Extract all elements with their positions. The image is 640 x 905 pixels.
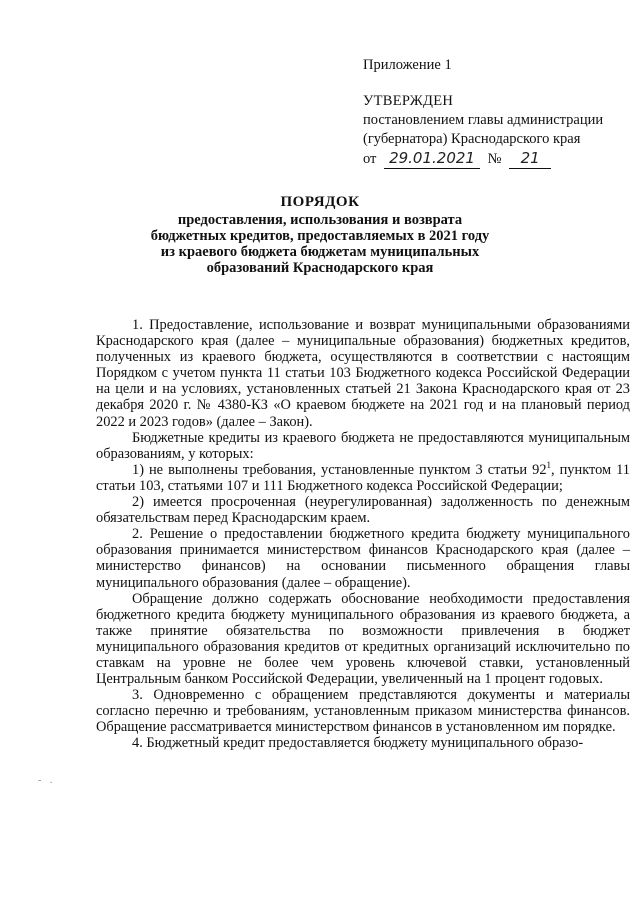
document-body: [96, 317, 630, 752]
paragraph-4: 2) имеется просроченная (неурегулированная) задолженность по денежным обязательствам перед Краснодарским краем.: [96, 494, 630, 527]
title-line-2: бюджетных кредитов, предоставляемых в 2021 году: [150, 228, 490, 244]
paragraph-1: 1. Предоставление, использование и возврат муниципальными образованиями Краснодарского края (далее – муниципальные образования) бюджетных кредитов, полученных из краевого бюджета, осуществляются в соответствии с настоящим Порядком с учетом пункта 11 статьи 103 Бюджетного кодекса Российской Федерации на цели и на условиях, установленных статьей 21 Закона Краснодарского края от 23 декабря 2020 г. № 4380-КЗ «О краевом бюджете на 2021 год и на плановый период 2022 и 2023 годов» (далее – Закон).: [96, 317, 630, 430]
paragraph-3-part-b: , пунктом 11 статьи 103, статьями 107 и 111 Бюджетного кодекса Российской Федерации;: [96, 461, 630, 494]
approval-line-2: (губернатора) Краснодарского края: [363, 131, 581, 147]
title-line-3: из краевого бюджета бюджетам муниципальных: [160, 244, 480, 260]
approved-label: УТВЕРЖДЕН: [363, 93, 454, 109]
paragraph-6: Обращение должно содержать обоснование необходимости предоставления бюджетного кредита бюджету муниципального образования из краевого бюджета, а также принятие обязательства по возможности привлечения в бюджет муниципального образования кредитов от кредитных организаций исключительно по ставкам на уровне не более чем уровень ключевой ставки, установленный Центральным банком Российской Федерации, увеличенный на 1 процент годовых.: [96, 590, 630, 688]
paragraph-2: Бюджетные кредиты из краевого бюджета не предоставляются муниципальным образованиям, у которых:: [96, 429, 630, 462]
number-prefix: №: [487, 151, 502, 167]
title-line-4: образований Краснодарского края: [206, 260, 434, 276]
paragraph-8: 4. Бюджетный кредит предоставляется бюджету муниципального образо-: [132, 735, 584, 752]
approval-line-1: постановлением главы администрации: [363, 112, 604, 128]
paragraph-3: [96, 462, 630, 494]
document-title: [110, 194, 530, 276]
paragraph-7: 3. Одновременно с обращением представляются документы и материалы согласно перечню и требованиям, установленным приказом министерства финансов. Обращение рассматривается министерством финансов в установленном им порядке.: [96, 687, 630, 736]
approval-block: [363, 56, 633, 169]
approval-date-line: [363, 149, 633, 169]
approval-number: 21: [509, 149, 551, 169]
annex-label: Приложение 1: [363, 57, 452, 73]
scan-artifact: - .: [38, 775, 56, 786]
paragraph-5: 2. Решение о предоставлении бюджетного кредита бюджету муниципального образования принимается министерством финансов Краснодарского края (далее – министерство финансов) на основании письменного обращения главы муниципального образования (далее – обращение).: [96, 526, 630, 591]
approval-date: 29.01.2021: [384, 149, 480, 169]
paragraph-3-part-a: 1) не выполнены требования, установленные пунктом 3 статьи 92: [132, 461, 547, 478]
title-line-1: предоставления, использования и возврата: [177, 212, 463, 228]
superscript-1: 1: [546, 460, 552, 471]
title-main: ПОРЯДОК: [280, 194, 360, 210]
date-prefix: от: [363, 151, 377, 167]
